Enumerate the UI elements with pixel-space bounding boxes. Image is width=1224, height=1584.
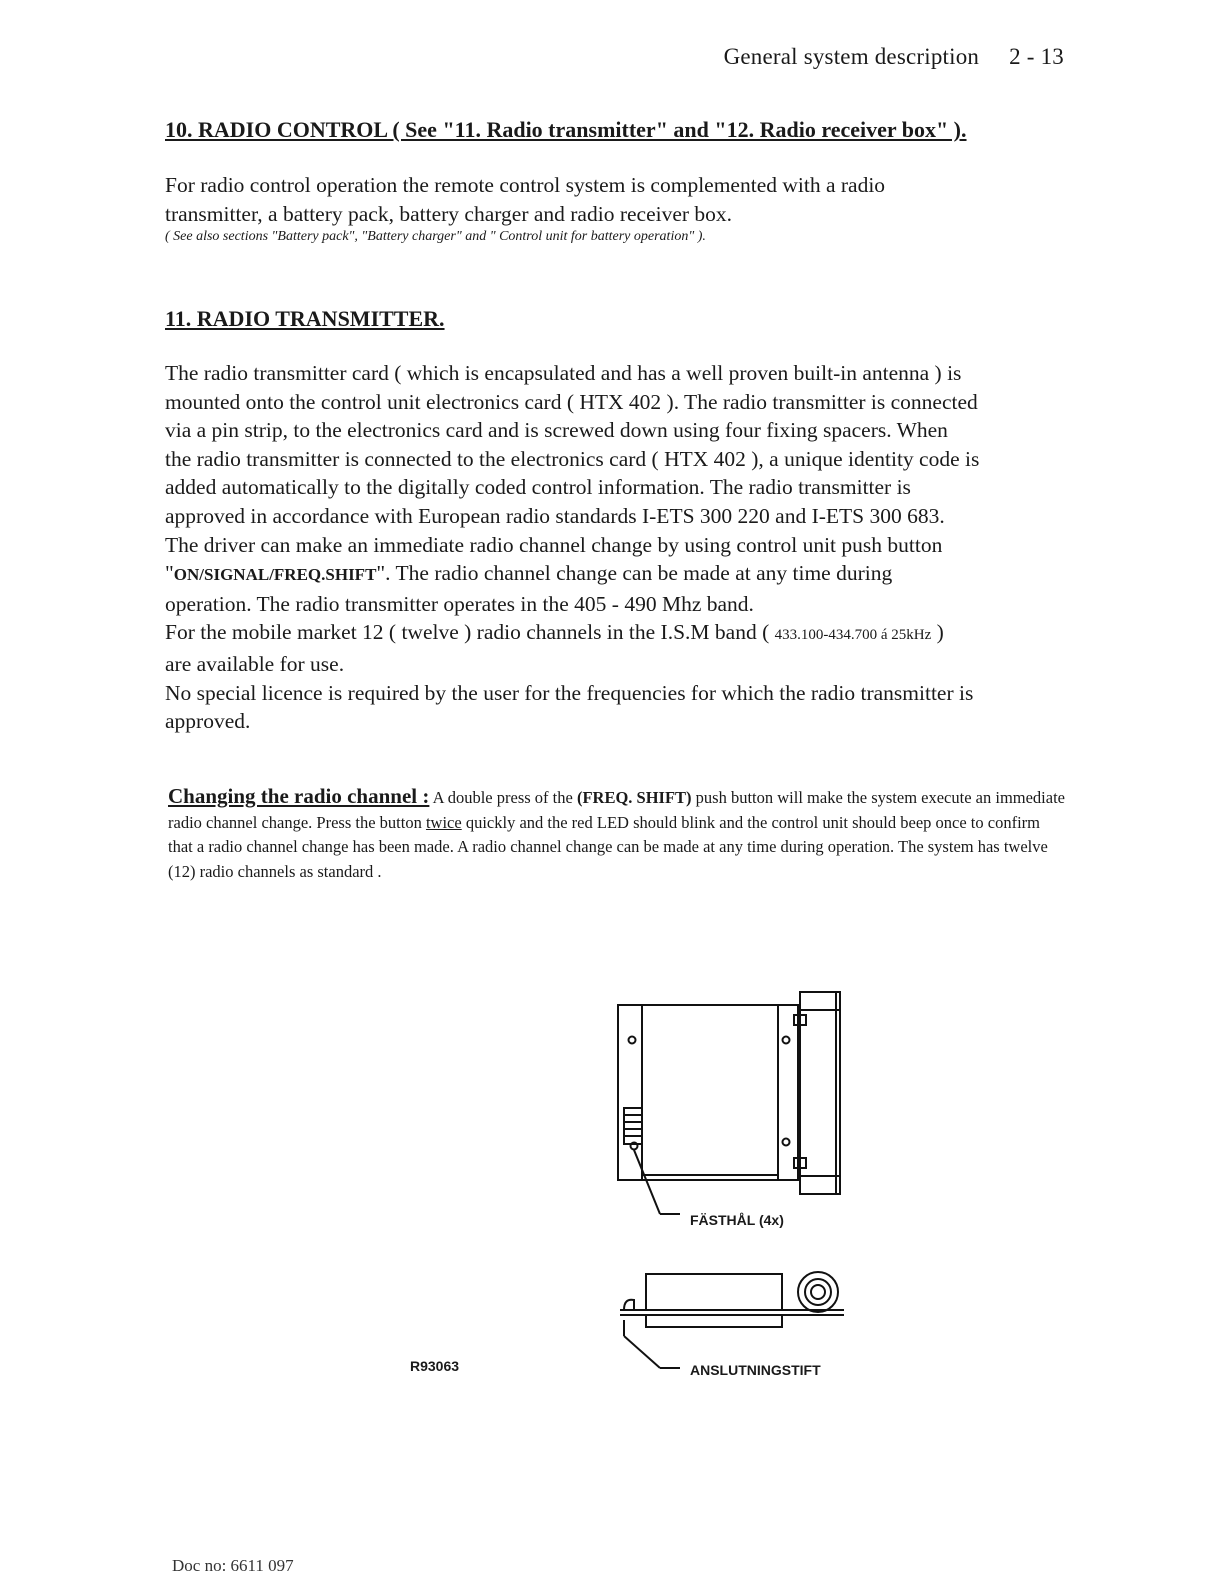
changing-text: push button will make the system execute an immediate radio channel change. Press the button xyxy=(168,788,1065,832)
quote-open: " xyxy=(165,561,174,586)
changing-text: A double press of the xyxy=(429,788,577,807)
button-name: ON/SIGNAL/FREQ.SHIFT xyxy=(173,565,377,585)
page-number: 2 - 13 xyxy=(1009,44,1064,69)
section-11-line: via a pin strip, to the electronics card and is screwed down using four fixing spacers. When xyxy=(165,418,948,443)
freq-shift-button-name: (FREQ. SHIFT) xyxy=(576,788,692,807)
figure-reference: R93063 xyxy=(410,1358,460,1374)
section-10-line: For radio control operation the remote control system is complemented with a radio xyxy=(165,173,886,197)
section-11-line: The radio transmitter card ( which is encapsulated and has a well proven built-in antenna ) is xyxy=(165,361,962,385)
section-11-line xyxy=(165,618,1080,650)
section-11-line: are available for use. xyxy=(165,651,345,676)
section-11-line: approved in accordance with European radio standards I-ETS 300 220 and I-ETS 300 683. xyxy=(165,503,945,528)
transmitter-top-view-drawing xyxy=(600,980,860,1240)
card-side-outline xyxy=(646,1274,782,1310)
frequency-range: 433.100-434.700 á 25kHz xyxy=(774,627,932,644)
fixing-holes-label: FÄSTHÅL (4x) xyxy=(690,1212,784,1228)
header-title: General system description xyxy=(723,44,980,69)
section-10-heading: 10. RADIO CONTROL ( See "11. Radio transmitter" and "12. Radio receiver box" ). xyxy=(165,117,967,142)
section-10-note: ( See also sections "Battery pack", "Battery charger" and " Control unit for battery operation" ). xyxy=(165,229,706,244)
section-11-line: added automatically to the digitally coded control information. The radio transmitter is xyxy=(165,475,911,500)
section-11-line: the radio transmitter is connected to the electronics card ( HTX 402 ), a unique identity code is xyxy=(165,446,980,471)
pin-label: ANSLUTNINGSTIFT xyxy=(690,1362,821,1378)
changing-text: quickly and the red LED should blink and the control unit should beep once to confirm that a radio channel change has been made. A radio channel change can be made at any time during operation. The system has twelve (12) radio channels as standard . xyxy=(168,812,1048,881)
line-text: For the mobile market 12 ( twelve ) radio channels in the I.S.M band ( xyxy=(165,620,775,645)
section-11-line xyxy=(165,559,1080,590)
fixing-hole xyxy=(783,1037,790,1044)
section-10-line: transmitter, a battery pack, battery charger and radio receiver box. xyxy=(165,201,733,226)
section-11-line: mounted onto the control unit electronics card ( HTX 402 ). The radio transmitter is connected xyxy=(165,389,978,414)
changing-channel-lead: Changing the radio channel : xyxy=(168,784,430,808)
section-11-line: No special licence is required by the user for the frequencies for which the radio transmitter is xyxy=(165,680,974,705)
twice-word: twice xyxy=(425,812,462,832)
fixing-hole xyxy=(629,1037,636,1044)
document-number: Doc no: 6611 097 xyxy=(172,1556,294,1575)
line-text: ". The radio channel change can be made at any time during xyxy=(376,561,893,586)
section-10-body xyxy=(165,171,1080,228)
section-11-body xyxy=(165,359,1080,736)
running-header xyxy=(724,44,1064,70)
pin-strip xyxy=(624,1108,642,1144)
section-11-line: operation. The radio transmitter operates in the 405 - 490 Mhz band. xyxy=(165,591,754,616)
fixing-hole xyxy=(783,1139,790,1146)
section-11-line: The driver can make an immediate radio channel change by using control unit push button xyxy=(165,532,943,557)
line-text: ) xyxy=(931,620,944,645)
section-11-heading: 11. RADIO TRANSMITTER. xyxy=(165,306,445,331)
section-11-line: approved. xyxy=(165,709,251,734)
changing-channel-paragraph xyxy=(168,784,1068,884)
card-outline xyxy=(618,1005,798,1180)
